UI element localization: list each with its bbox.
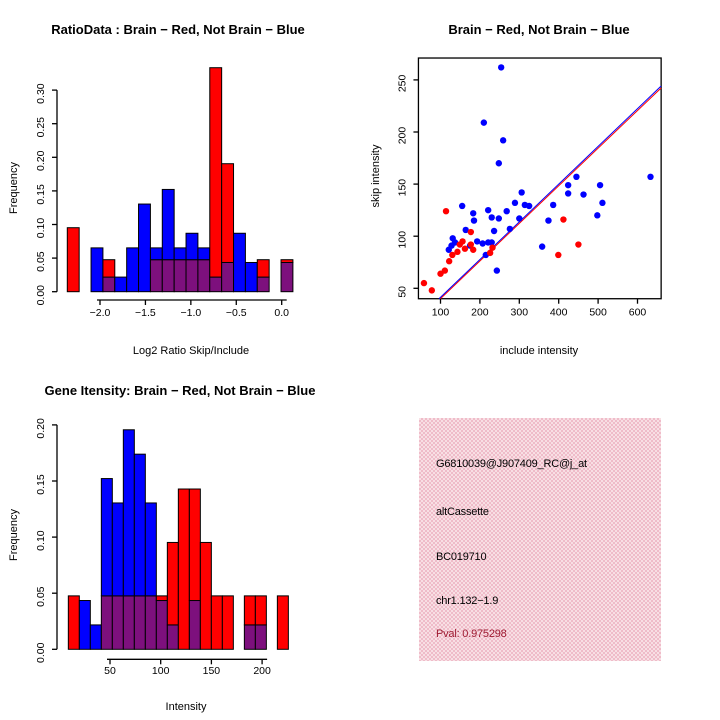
histogram-bar-overlap bbox=[145, 596, 156, 649]
x-tick-label: 200 bbox=[253, 665, 271, 677]
hist-ratio-xlabel: Log2 Ratio Skip/Include bbox=[132, 345, 250, 357]
histogram-bar-blue bbox=[186, 233, 198, 259]
scatter-point-blue bbox=[481, 119, 487, 125]
histogram-bar-overlap bbox=[150, 260, 162, 292]
scatter-point-blue bbox=[503, 208, 509, 214]
histogram-bar-overlap bbox=[123, 596, 134, 649]
scatter-point-red bbox=[454, 249, 460, 255]
x-tick-label: −1.0 bbox=[180, 307, 202, 319]
scatter-point-blue bbox=[459, 203, 465, 209]
scatter-point-blue bbox=[489, 214, 495, 220]
scatter-point-blue bbox=[539, 243, 545, 249]
plot-frame bbox=[418, 58, 661, 299]
regression-line-fit-red bbox=[440, 88, 661, 299]
scatter-point-blue bbox=[550, 202, 556, 208]
scatter-point-red bbox=[575, 241, 581, 247]
histogram-bar-red bbox=[222, 596, 233, 649]
histogram-bar-red bbox=[68, 596, 79, 649]
y-tick-label: 0.30 bbox=[35, 83, 47, 104]
scatter-point-blue bbox=[500, 137, 506, 143]
histogram-bar-overlap bbox=[189, 601, 200, 650]
scatter-title: Brain − Red, Not Brain − Blue bbox=[448, 22, 630, 37]
scatter-point-blue bbox=[485, 239, 491, 245]
y-tick-label: 0.00 bbox=[35, 284, 47, 306]
histogram-bar-red bbox=[210, 68, 222, 277]
scatter-point-blue bbox=[471, 217, 477, 223]
pval-text: Pval: 0.975298 bbox=[436, 628, 507, 640]
y-tick-label: 0.10 bbox=[35, 530, 47, 551]
histogram-bar-blue bbox=[90, 625, 101, 649]
scatter-point-blue bbox=[494, 267, 500, 273]
y-tick-label: 0.25 bbox=[35, 116, 47, 138]
histogram-bar-blue bbox=[145, 503, 156, 596]
histogram-bar-overlap bbox=[134, 596, 145, 649]
x-tick-label: 500 bbox=[589, 306, 607, 319]
regression-line-fit-blue bbox=[439, 86, 661, 299]
scatter-point-blue bbox=[597, 182, 603, 188]
scatter-point-blue bbox=[594, 212, 600, 218]
histogram-bar-overlap bbox=[112, 596, 123, 649]
scatter-point-red bbox=[468, 229, 474, 235]
scatter-point-blue bbox=[496, 215, 502, 221]
x-tick-label: 150 bbox=[202, 665, 221, 677]
histogram-bar-overlap bbox=[103, 277, 115, 292]
scatter-point-red bbox=[555, 252, 561, 258]
hist-intensity-xlabel: Intensity bbox=[165, 701, 207, 713]
y-tick-label: 250 bbox=[396, 74, 409, 93]
scatter-point-red bbox=[560, 216, 566, 222]
histogram-bar-red bbox=[281, 260, 293, 263]
histogram-bar-overlap bbox=[186, 260, 198, 292]
scatter-point-red bbox=[462, 246, 468, 252]
scatter-point-blue bbox=[518, 189, 524, 195]
histogram-bar-overlap bbox=[244, 625, 255, 649]
hist-ratio-title: RatioData : Brain − Red, Not Brain − Blue bbox=[51, 22, 305, 37]
scatter-point-blue bbox=[491, 228, 497, 234]
scatter-point-blue bbox=[485, 207, 491, 213]
histogram-bar-red bbox=[156, 596, 167, 601]
scatter-point-red bbox=[429, 287, 435, 293]
y-tick-label: 0.00 bbox=[35, 642, 47, 664]
histogram-bar-red bbox=[255, 596, 266, 625]
scatter-point-blue bbox=[498, 64, 504, 70]
scatter-point-blue bbox=[526, 203, 532, 209]
y-tick-label: 0.10 bbox=[35, 217, 47, 239]
scatter-point-blue bbox=[448, 242, 454, 248]
x-tick-label: 600 bbox=[628, 306, 647, 319]
histogram-bar-overlap bbox=[210, 277, 222, 292]
histogram-bar-overlap bbox=[156, 601, 167, 650]
accession-text: BC019710 bbox=[436, 551, 487, 563]
y-tick-label: 100 bbox=[396, 230, 409, 249]
scatter-point-blue bbox=[470, 210, 476, 216]
scatter-point-blue bbox=[479, 240, 485, 246]
histogram-bar-blue bbox=[127, 248, 139, 292]
scatter-point-red bbox=[487, 250, 493, 256]
histogram-bar-red bbox=[244, 596, 255, 625]
histogram-bar-blue bbox=[79, 601, 90, 650]
scatter-point-red bbox=[459, 238, 465, 244]
histogram-bar-blue bbox=[198, 248, 210, 260]
scatter-point-blue bbox=[516, 215, 522, 221]
scatter-point-red bbox=[421, 280, 427, 286]
x-tick-label: 0.0 bbox=[274, 307, 290, 319]
scatter-point-blue bbox=[647, 174, 653, 180]
hist-ratio-ylabel: Frequency bbox=[8, 162, 20, 214]
y-tick-label: 0.05 bbox=[35, 251, 47, 272]
histogram-bar-red bbox=[103, 260, 115, 277]
scatter-point-blue bbox=[512, 200, 518, 206]
scatter-point-blue bbox=[496, 160, 502, 166]
x-tick-label: 100 bbox=[151, 665, 170, 677]
histogram-bar-blue bbox=[150, 248, 162, 260]
histogram-bar-overlap bbox=[101, 596, 112, 649]
x-tick-label: 400 bbox=[549, 306, 568, 319]
histogram-bar-blue bbox=[115, 277, 127, 292]
histogram-bar-blue bbox=[162, 189, 174, 259]
scatter-point-red bbox=[442, 267, 448, 273]
x-tick-label: 50 bbox=[104, 665, 116, 677]
histogram-bar-red bbox=[189, 489, 200, 601]
scatter-ylabel: skip intensity bbox=[370, 144, 382, 208]
histogram-bar-blue bbox=[245, 262, 257, 291]
y-tick-label: 0.15 bbox=[35, 474, 47, 495]
histogram-bar-blue bbox=[91, 248, 103, 292]
histogram-bar-red bbox=[222, 164, 234, 263]
histogram-bar-red bbox=[67, 228, 79, 292]
scatter-point-blue bbox=[565, 190, 571, 196]
x-tick-label: −1.5 bbox=[135, 307, 156, 319]
histogram-bar-blue bbox=[234, 233, 246, 291]
histogram-bar-blue bbox=[139, 204, 151, 292]
y-tick-label: 0.20 bbox=[35, 418, 47, 439]
histogram-bar-red bbox=[178, 489, 189, 649]
histogram-bar-blue bbox=[112, 503, 123, 596]
gene-info-panel bbox=[419, 418, 661, 661]
histogram-bar-blue bbox=[174, 248, 186, 260]
x-tick-label: 200 bbox=[471, 306, 489, 319]
scatter-point-blue bbox=[565, 182, 571, 188]
histogram-bar-overlap bbox=[174, 260, 186, 292]
scatter-point-blue bbox=[573, 174, 579, 180]
scatter-point-red bbox=[443, 208, 449, 214]
histogram-bar-overlap bbox=[281, 262, 293, 291]
y-tick-label: 50 bbox=[396, 285, 409, 298]
histogram-bar-overlap bbox=[167, 625, 178, 649]
scatter-point-blue bbox=[474, 238, 480, 244]
scatter-point-blue bbox=[580, 191, 586, 197]
histogram-bar-blue bbox=[134, 454, 145, 596]
histogram-bar-overlap bbox=[257, 277, 269, 292]
histogram-bar-blue bbox=[123, 430, 134, 596]
scatter-point-blue bbox=[599, 200, 605, 206]
hist-intensity-title: Gene Itensity: Brain − Red, Not Brain − Blue bbox=[44, 383, 316, 398]
histogram-bar-red bbox=[200, 542, 211, 649]
histogram-bar-red bbox=[211, 596, 222, 649]
histogram-bar-red bbox=[257, 260, 269, 277]
histogram-bar-overlap bbox=[198, 260, 210, 292]
histogram-bar-overlap bbox=[162, 260, 174, 292]
y-tick-label: 0.20 bbox=[35, 150, 47, 172]
locus-text: chr1.132−1.9 bbox=[436, 595, 499, 607]
x-tick-label: 100 bbox=[431, 306, 450, 319]
histogram-bar-blue bbox=[101, 479, 112, 596]
x-tick-label: 300 bbox=[510, 306, 529, 319]
splice-type-text: altCassette bbox=[436, 506, 489, 518]
y-tick-label: 150 bbox=[396, 178, 409, 197]
x-tick-label: −0.5 bbox=[225, 307, 247, 319]
x-tick-label: −2.0 bbox=[89, 307, 111, 319]
scatter-xlabel: include intensity bbox=[499, 345, 579, 357]
histogram-bar-overlap bbox=[255, 625, 266, 649]
scatter-point-red bbox=[446, 258, 452, 264]
histogram-bar-red bbox=[277, 596, 288, 649]
hist-intensity-ylabel: Frequency bbox=[8, 509, 20, 561]
y-tick-label: 0.15 bbox=[35, 184, 47, 205]
y-tick-label: 200 bbox=[396, 126, 409, 145]
scatter-point-red bbox=[470, 247, 476, 253]
scatter-point-blue bbox=[507, 226, 513, 232]
scatter-point-blue bbox=[545, 217, 551, 223]
probe-id-text: G6810039@J907409_RC@j_at bbox=[436, 458, 587, 470]
histogram-bar-overlap bbox=[222, 262, 234, 291]
histogram-bar-red bbox=[167, 542, 178, 624]
y-tick-label: 0.05 bbox=[35, 586, 47, 607]
